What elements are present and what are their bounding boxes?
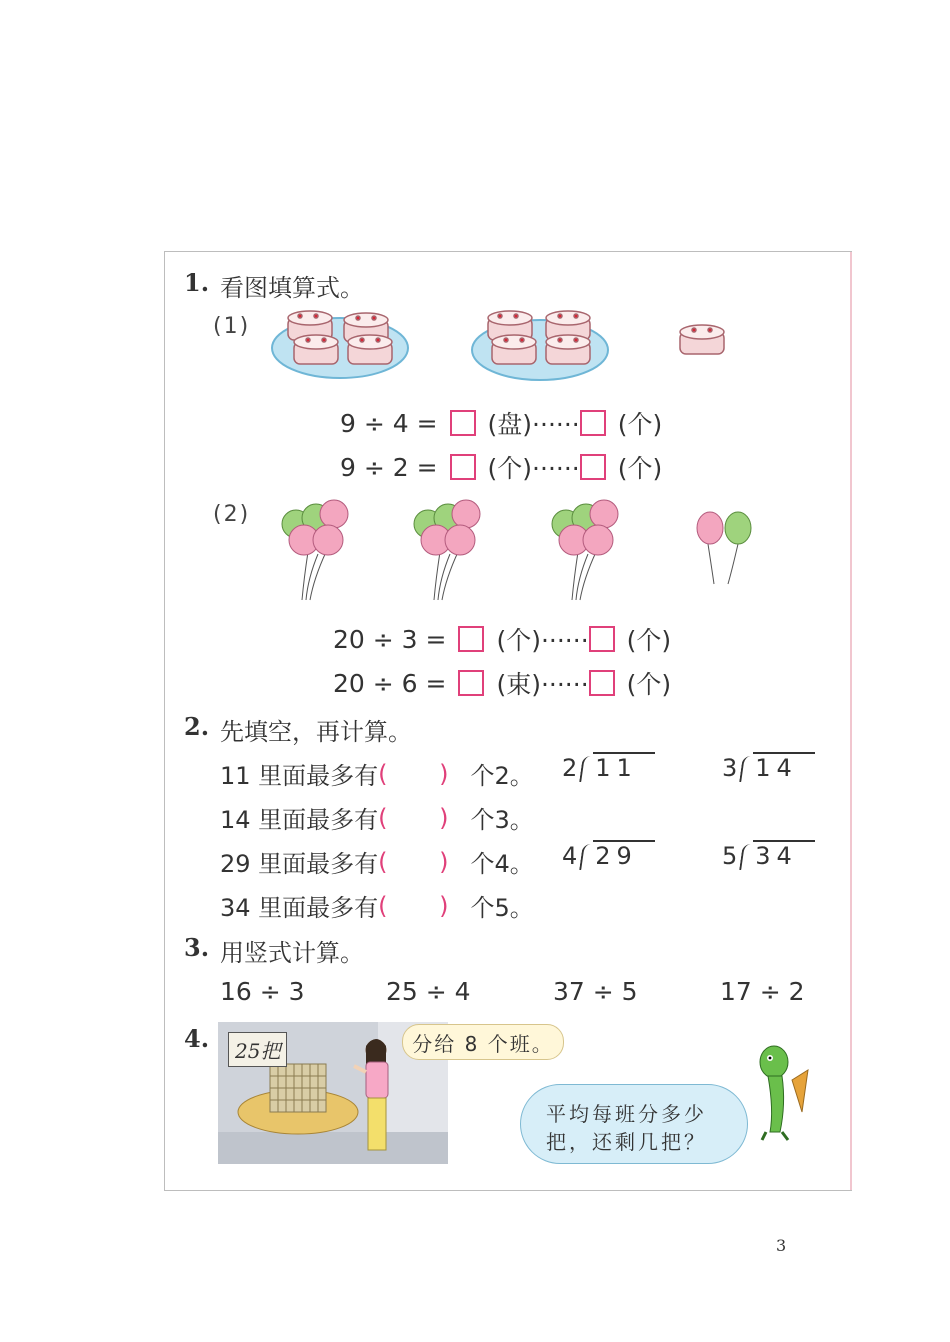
answer-box[interactable]: [458, 626, 484, 652]
cake-icon: [680, 325, 724, 354]
speech-bubble-teacher: 分给 8 个班。: [402, 1024, 564, 1060]
unit-label: (个)······: [487, 454, 580, 483]
equation-expression: 9 ÷ 4 =: [340, 408, 438, 438]
dividend: 34: [753, 840, 815, 870]
unit-label: (个): [617, 410, 663, 439]
cakes-illustration: [270, 300, 740, 390]
page-number: 3: [776, 1236, 787, 1255]
remainder-box[interactable]: [580, 454, 606, 480]
q4-number: 4.: [184, 1024, 210, 1053]
long-division[interactable]: [722, 840, 815, 870]
unit-label: (个): [626, 626, 672, 655]
mascot-character: [752, 1040, 812, 1144]
cake-icon: [348, 335, 392, 364]
fill-blank[interactable]: ( ): [378, 891, 471, 920]
equation-expression: 20 ÷ 6 =: [333, 668, 447, 698]
q1-number: 1.: [184, 268, 210, 297]
fill-row: [220, 756, 534, 791]
equation-row: [340, 405, 662, 441]
unit-label: (束)······: [496, 670, 589, 699]
answer-box[interactable]: [458, 670, 484, 696]
unit-label: (个): [617, 454, 663, 483]
q3-title: 用竖式计算。: [220, 939, 364, 967]
answer-box[interactable]: [450, 454, 476, 480]
fill-row-suffix: 个2。: [470, 762, 534, 790]
fill-blank[interactable]: ( ): [378, 803, 471, 832]
fill-blank[interactable]: ( ): [378, 847, 471, 876]
balloon-bunch: [552, 500, 618, 555]
remainder-box[interactable]: [589, 626, 615, 652]
balloon-pair: [697, 512, 751, 544]
fill-row-prefix: 34 里面最多有: [220, 894, 379, 922]
calc-item: 16 ÷ 3: [220, 977, 305, 1006]
cake-icon: [294, 335, 338, 364]
fill-blank[interactable]: ( ): [378, 759, 471, 788]
balloon-bunch: [282, 500, 348, 555]
calc-item: 37 ÷ 5: [553, 977, 638, 1006]
divisor: 3: [722, 754, 738, 782]
dividend: 29: [593, 840, 655, 870]
q1-sub2-label: (2): [213, 502, 251, 527]
fill-row: [220, 888, 534, 923]
long-division[interactable]: [722, 752, 815, 782]
equation-expression: 9 ÷ 2 =: [340, 452, 438, 482]
q3-number: 3.: [184, 933, 210, 962]
fill-row-suffix: 个4。: [470, 850, 534, 878]
bubble-question-line2: 把，还剩几把？: [546, 1130, 707, 1154]
balloons-illustration: [268, 492, 768, 604]
cake-icon: [546, 335, 590, 364]
unit-label: (个): [626, 670, 672, 699]
calc-item: 25 ÷ 4: [386, 977, 471, 1006]
fill-row-prefix: 11 里面最多有: [220, 762, 379, 790]
fill-row: [220, 800, 534, 835]
q1-title: 看图填算式。: [220, 274, 364, 302]
cake-icon: [492, 335, 536, 364]
long-division[interactable]: [562, 752, 655, 782]
equation-row: [333, 621, 671, 657]
q2-number: 2.: [184, 712, 210, 741]
remainder-box[interactable]: [580, 410, 606, 436]
fill-row-prefix: 14 里面最多有: [220, 806, 379, 834]
fill-row: [220, 844, 534, 879]
long-division[interactable]: [562, 840, 655, 870]
divisor: 5: [722, 842, 738, 870]
quantity-sign: 25把: [228, 1032, 287, 1067]
bubble-question-line1: 平均每班分多少: [546, 1102, 707, 1126]
equation-row: [333, 665, 671, 701]
dividend: 11: [593, 752, 655, 782]
unit-label: (个)······: [496, 626, 589, 655]
answer-box[interactable]: [450, 410, 476, 436]
unit-label: (盘)······: [487, 410, 580, 439]
equation-expression: 20 ÷ 3 =: [333, 624, 447, 654]
remainder-box[interactable]: [589, 670, 615, 696]
q2-title: 先填空，再计算。: [220, 718, 412, 746]
dividend: 14: [753, 752, 815, 782]
divisor: 4: [562, 842, 578, 870]
calc-item: 17 ÷ 2: [720, 977, 805, 1006]
fill-row-suffix: 个5。: [470, 894, 534, 922]
divisor: 2: [562, 754, 578, 782]
balloon-bunch: [414, 500, 480, 555]
q1-sub1-label: (1): [213, 314, 251, 339]
equation-row: [340, 449, 662, 485]
fill-row-prefix: 29 里面最多有: [220, 850, 379, 878]
fill-row-suffix: 个3。: [470, 806, 534, 834]
